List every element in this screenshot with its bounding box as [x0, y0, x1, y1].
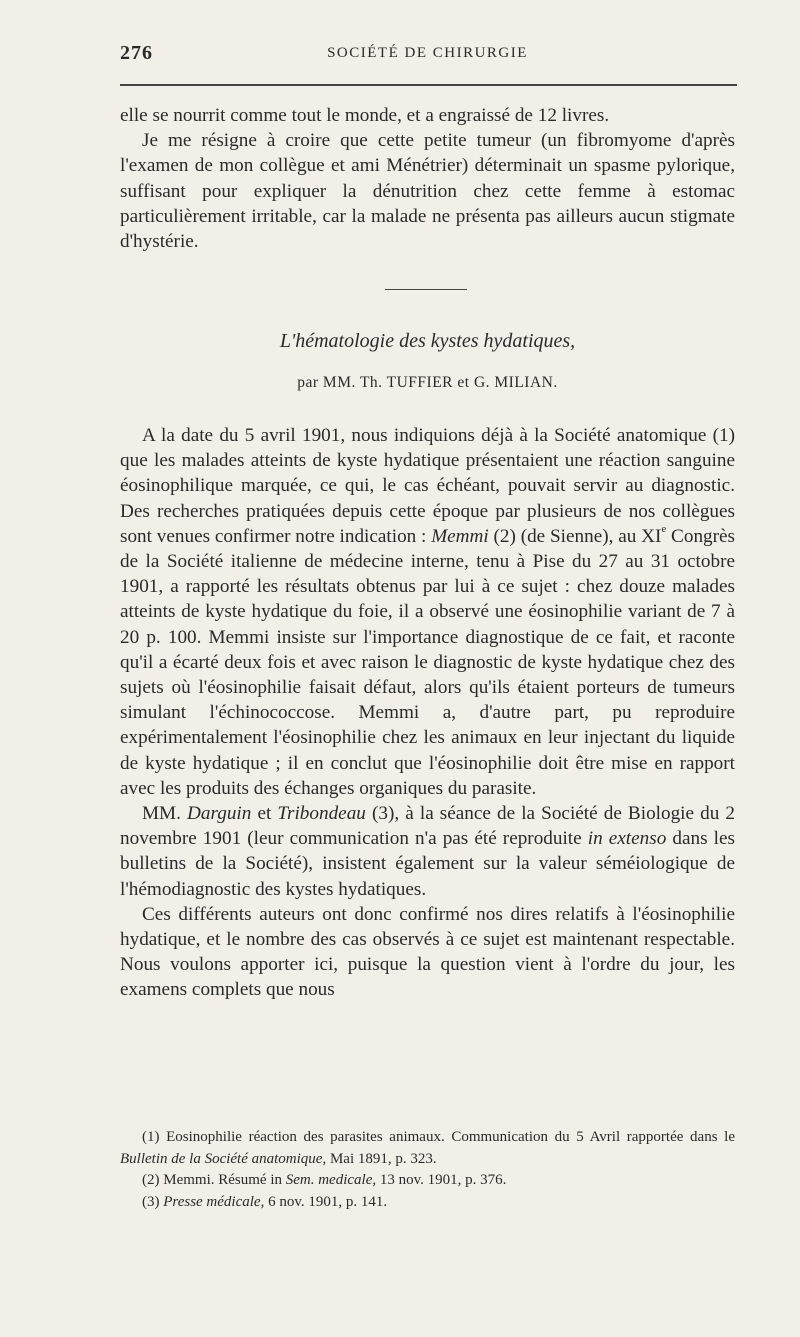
article-title: L'hématologie des kystes hydatiques,: [279, 330, 576, 352]
running-title: SOCIÉTÉ DE CHIRURGIE: [327, 45, 528, 61]
header-rule: [120, 84, 737, 86]
author-name-tribondeau: Tribondeau: [277, 803, 366, 825]
journal-name: Bulletin de la Société anatomique: [120, 1150, 323, 1167]
body-paragraph-1: A la date du 5 avril 1901, nous indiquions déjà à la Société anatomique (1) que les malades atteints de kyste hydatique présentaient une réaction sanguine éosinophilique marquée, ce qui, le cas échéant, pouvait servir au diagnostic. Des recherches pratiquées depuis cette époque par plusieurs de nos collègues sont venues confirmer notre indication : Memmi (2) (de Sienne), au XIe Congrès de la Société italienne de médecine interne, tenu à Pise du 27 au 31 octobre 1901, a rapporté les résultats obtenus par lui à ce sujet : chez douze malades atteints de kyste hydatique du foie, il a observé une éosinophilie variant de 7 à 20 p. 100. Memmi insiste sur l'importance diagnostique de ce fait, et raconte qu'il a écarté deux fois et avec raison le diagnostic de kyste hydatique chez des sujets où l'éosinophilie faisait défaut, alors qu'ils étaient porteurs de tumeurs simulant l'échinococcose. Memmi a, d'autre part, pu reproduire expérimentalement l'éosinophilie chez les animaux en leur injectant du liquide de kyste hydatique ; il en conclut que l'éosinophilie doit être mise en rapport avec les produits des échanges organiques du parasite.: [120, 425, 735, 799]
page-header: [120, 42, 735, 72]
body-paragraph-3: Ces différents auteurs ont donc confirmé nos dires relatifs à l'éosinophilie hydatique, et le nombre des cas observés à ce sujet est maintenant respectable. Nous voulons apporter ici, puisque la question vient à l'ordre du jour, les examens complets que nous: [120, 903, 735, 1001]
lead-paragraph-1: elle se nourrit comme tout le monde, et a engraissé de 12 livres.: [120, 105, 610, 126]
latin-phrase: in extenso: [587, 828, 667, 850]
journal-name: Presse médicale: [163, 1193, 261, 1210]
previous-article-ending: [120, 103, 735, 254]
body-paragraph-2: MM. Darguin et Tribondeau (3), à la séance de la Société de Biologie du 2 novembre 1901 (leur communication n'a pas été reproduite in extenso dans les bulletins de la Société), insistent également sur la valeur séméiologique de l'hémodiagnostic des kystes hydatiques.: [120, 803, 735, 900]
lead-paragraph-2: Je me résigne à croire que cette petite tumeur (un fibromyome d'après l'examen de mon collègue et ami Ménétrier) déterminait un spasme pylorique, suffisant pour expliquer la dénutrition chez cette femme à estomac particulièrement irritable, car la malade ne présenta pas ailleurs aucun stigmate d'hystérie.: [120, 130, 735, 253]
article-body: [120, 423, 735, 1003]
article-authors: par MM. Th. TUFFIER et G. MILIAN.: [297, 374, 558, 391]
footnote-3: (3) Presse médicale, 6 nov. 1901, p. 141.: [142, 1193, 388, 1210]
author-name-memmi: Memmi: [431, 525, 489, 547]
ordinal-superscript: e: [661, 522, 667, 535]
section-divider: [385, 289, 467, 290]
footnote-2: (2) Memmi. Résumé in Sem. medicale, 13 nov. 1901, p. 376.: [142, 1172, 507, 1188]
journal-name: Sem. medicale: [285, 1172, 373, 1188]
footnote-1: (1) Eosinophilie réaction des parasites animaux. Communication du 5 Avril rapportée dans le Bulletin de la Société anatomique, Mai 1891, p. 323.: [120, 1129, 735, 1167]
author-name-darguin: Darguin: [187, 803, 252, 825]
footnotes: [120, 1127, 735, 1213]
page-number: 276: [120, 42, 153, 64]
